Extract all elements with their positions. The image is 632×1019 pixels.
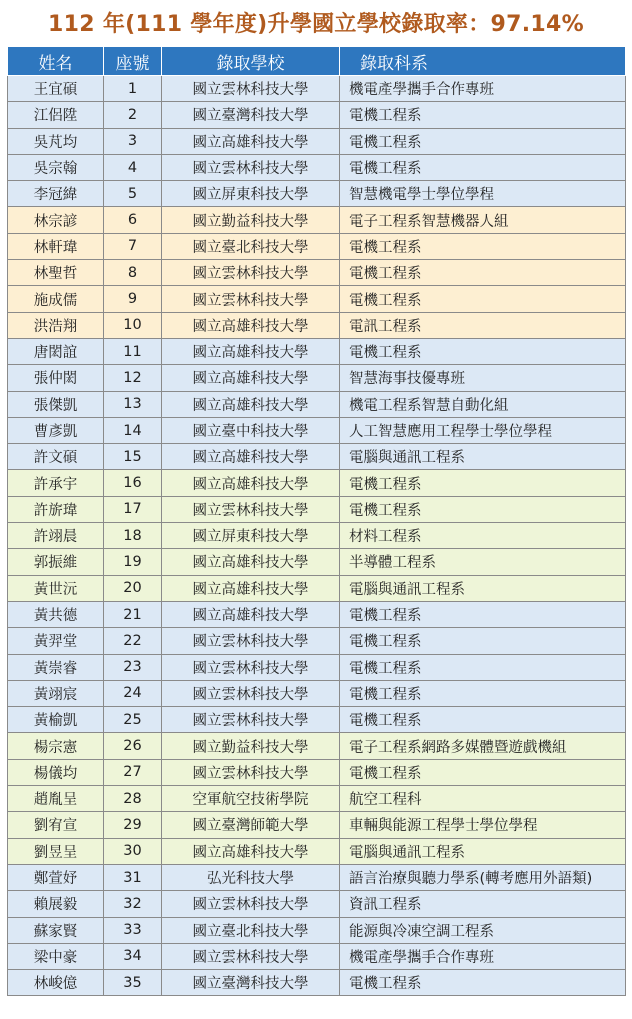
- cell-department: 智慧海事技優專班: [340, 365, 626, 391]
- cell-school: 國立高雄科技大學: [162, 312, 340, 338]
- cell-name: 唐閎誼: [8, 338, 104, 364]
- cell-seat: 25: [104, 707, 162, 733]
- cell-school: 國立屏東科技大學: [162, 523, 340, 549]
- table-row: [8, 917, 626, 943]
- cell-school: 國立勤益科技大學: [162, 733, 340, 759]
- cell-department: 電機工程系: [340, 102, 626, 128]
- cell-school: 國立高雄科技大學: [162, 470, 340, 496]
- cell-seat: 31: [104, 864, 162, 890]
- cell-seat: 17: [104, 496, 162, 522]
- cell-seat: 28: [104, 786, 162, 812]
- cell-seat: 24: [104, 680, 162, 706]
- cell-seat: 29: [104, 812, 162, 838]
- cell-seat: 30: [104, 838, 162, 864]
- cell-seat: 23: [104, 654, 162, 680]
- cell-name: 林峻億: [8, 970, 104, 996]
- cell-seat: 26: [104, 733, 162, 759]
- cell-school: 國立高雄科技大學: [162, 444, 340, 470]
- table-row: [8, 286, 626, 312]
- cell-department: 半導體工程系: [340, 549, 626, 575]
- cell-school: 國立雲林科技大學: [162, 260, 340, 286]
- cell-school: 國立高雄科技大學: [162, 128, 340, 154]
- cell-seat: 3: [104, 128, 162, 154]
- cell-name: 張傑凱: [8, 391, 104, 417]
- cell-name: 鄭萱妤: [8, 864, 104, 890]
- cell-name: 吳芃均: [8, 128, 104, 154]
- cell-name: 趙胤呈: [8, 786, 104, 812]
- table-row: [8, 154, 626, 180]
- cell-name: 黃共德: [8, 601, 104, 627]
- cell-name: 林軒瑋: [8, 233, 104, 259]
- table-row: [8, 391, 626, 417]
- cell-seat: 8: [104, 260, 162, 286]
- cell-school: 國立高雄科技大學: [162, 549, 340, 575]
- cell-name: 林聖哲: [8, 260, 104, 286]
- cell-department: 電機工程系: [340, 759, 626, 785]
- cell-name: 張仲閎: [8, 365, 104, 391]
- cell-name: 黃羿堂: [8, 628, 104, 654]
- cell-school: 國立屏東科技大學: [162, 181, 340, 207]
- cell-seat: 15: [104, 444, 162, 470]
- cell-seat: 4: [104, 154, 162, 180]
- cell-seat: 13: [104, 391, 162, 417]
- cell-department: 電機工程系: [340, 654, 626, 680]
- cell-seat: 9: [104, 286, 162, 312]
- cell-department: 電機工程系: [340, 628, 626, 654]
- cell-name: 賴展毅: [8, 891, 104, 917]
- cell-name: 梁中豪: [8, 943, 104, 969]
- cell-school: 國立雲林科技大學: [162, 707, 340, 733]
- table-row: [8, 128, 626, 154]
- cell-department: 機電產學攜手合作專班: [340, 76, 626, 102]
- table-row: [8, 838, 626, 864]
- cell-school: 國立高雄科技大學: [162, 601, 340, 627]
- column-header-seat: 座號: [104, 47, 162, 76]
- cell-school: 國立高雄科技大學: [162, 365, 340, 391]
- cell-name: 黃崇睿: [8, 654, 104, 680]
- column-header-name: 姓名: [8, 47, 104, 76]
- table-header-row: [8, 47, 626, 76]
- table-row: [8, 444, 626, 470]
- cell-department: 電機工程系: [340, 496, 626, 522]
- cell-department: 智慧機電學士學位學程: [340, 181, 626, 207]
- table-row: [8, 338, 626, 364]
- cell-seat: 12: [104, 365, 162, 391]
- table-row: [8, 523, 626, 549]
- cell-school: 國立臺灣師範大學: [162, 812, 340, 838]
- cell-name: 王宜碩: [8, 76, 104, 102]
- cell-seat: 35: [104, 970, 162, 996]
- cell-name: 黃榆凱: [8, 707, 104, 733]
- cell-seat: 1: [104, 76, 162, 102]
- table-body: [8, 76, 626, 996]
- cell-department: 電機工程系: [340, 601, 626, 627]
- admission-table: [7, 46, 626, 996]
- cell-department: 機電工程系智慧自動化組: [340, 391, 626, 417]
- cell-name: 洪浩翔: [8, 312, 104, 338]
- cell-seat: 6: [104, 207, 162, 233]
- cell-seat: 22: [104, 628, 162, 654]
- column-header-school: 錄取學校: [162, 47, 340, 76]
- cell-department: 電訊工程系: [340, 312, 626, 338]
- table-row: [8, 943, 626, 969]
- table-row: [8, 260, 626, 286]
- cell-school: 國立雲林科技大學: [162, 680, 340, 706]
- cell-name: 林宗諺: [8, 207, 104, 233]
- table-row: [8, 575, 626, 601]
- cell-department: 材料工程系: [340, 523, 626, 549]
- table-row: [8, 470, 626, 496]
- cell-department: 電機工程系: [340, 970, 626, 996]
- table-row: [8, 628, 626, 654]
- cell-department: 人工智慧應用工程學士學位學程: [340, 417, 626, 443]
- table-row: [8, 417, 626, 443]
- cell-name: 許承宇: [8, 470, 104, 496]
- table-row: [8, 102, 626, 128]
- cell-school: 國立雲林科技大學: [162, 286, 340, 312]
- cell-school: 國立雲林科技大學: [162, 943, 340, 969]
- cell-school: 國立高雄科技大學: [162, 575, 340, 601]
- cell-name: 施成儒: [8, 286, 104, 312]
- cell-department: 電腦與通訊工程系: [340, 575, 626, 601]
- cell-department: 電機工程系: [340, 286, 626, 312]
- column-header-department: 錄取科系: [340, 47, 626, 76]
- cell-name: 郭振維: [8, 549, 104, 575]
- cell-name: 許翊晨: [8, 523, 104, 549]
- cell-school: 國立雲林科技大學: [162, 759, 340, 785]
- cell-department: 電機工程系: [340, 338, 626, 364]
- cell-seat: 18: [104, 523, 162, 549]
- cell-school: 國立雲林科技大學: [162, 496, 340, 522]
- table-row: [8, 786, 626, 812]
- cell-school: 國立高雄科技大學: [162, 338, 340, 364]
- cell-seat: 14: [104, 417, 162, 443]
- table-row: [8, 970, 626, 996]
- cell-department: 電機工程系: [340, 707, 626, 733]
- table-row: [8, 207, 626, 233]
- cell-name: 黃世沅: [8, 575, 104, 601]
- cell-seat: 7: [104, 233, 162, 259]
- cell-department: 電子工程系網路多媒體暨遊戲機組: [340, 733, 626, 759]
- cell-school: 國立勤益科技大學: [162, 207, 340, 233]
- cell-name: 黃翊宸: [8, 680, 104, 706]
- cell-name: 劉昱呈: [8, 838, 104, 864]
- cell-seat: 19: [104, 549, 162, 575]
- cell-department: 電機工程系: [340, 233, 626, 259]
- cell-department: 電機工程系: [340, 470, 626, 496]
- cell-department: 電腦與通訊工程系: [340, 444, 626, 470]
- table-row: [8, 549, 626, 575]
- cell-department: 語言治療與聽力學系(轉考應用外語類): [340, 864, 626, 890]
- cell-school: 國立臺北科技大學: [162, 233, 340, 259]
- cell-department: 電腦與通訊工程系: [340, 838, 626, 864]
- cell-school: 國立臺中科技大學: [162, 417, 340, 443]
- cell-name: 劉宥宣: [8, 812, 104, 838]
- cell-name: 曹彥凱: [8, 417, 104, 443]
- cell-school: 弘光科技大學: [162, 864, 340, 890]
- cell-seat: 34: [104, 943, 162, 969]
- table-row: [8, 76, 626, 102]
- cell-seat: 5: [104, 181, 162, 207]
- cell-seat: 32: [104, 891, 162, 917]
- cell-name: 李冠緯: [8, 181, 104, 207]
- cell-department: 航空工程科: [340, 786, 626, 812]
- table-row: [8, 680, 626, 706]
- table-row: [8, 181, 626, 207]
- cell-seat: 16: [104, 470, 162, 496]
- cell-school: 國立雲林科技大學: [162, 891, 340, 917]
- cell-school: 國立雲林科技大學: [162, 628, 340, 654]
- cell-school: 國立臺北科技大學: [162, 917, 340, 943]
- table-row: [8, 812, 626, 838]
- cell-department: 車輛與能源工程學士學位學程: [340, 812, 626, 838]
- cell-name: 許旂瑋: [8, 496, 104, 522]
- cell-department: 電機工程系: [340, 680, 626, 706]
- cell-name: 江侶陞: [8, 102, 104, 128]
- cell-seat: 27: [104, 759, 162, 785]
- cell-seat: 21: [104, 601, 162, 627]
- cell-department: 能源與冷凍空調工程系: [340, 917, 626, 943]
- table-row: [8, 759, 626, 785]
- table-row: [8, 601, 626, 627]
- cell-name: 蘇家賢: [8, 917, 104, 943]
- cell-name: 許文碩: [8, 444, 104, 470]
- cell-school: 國立雲林科技大學: [162, 76, 340, 102]
- table-row: [8, 733, 626, 759]
- table-row: [8, 654, 626, 680]
- cell-name: 楊宗憲: [8, 733, 104, 759]
- cell-seat: 11: [104, 338, 162, 364]
- cell-seat: 2: [104, 102, 162, 128]
- cell-school: 國立雲林科技大學: [162, 654, 340, 680]
- table-row: [8, 365, 626, 391]
- cell-name: 楊儀均: [8, 759, 104, 785]
- cell-seat: 20: [104, 575, 162, 601]
- cell-school: 空軍航空技術學院: [162, 786, 340, 812]
- cell-department: 機電產學攜手合作專班: [340, 943, 626, 969]
- cell-school: 國立高雄科技大學: [162, 391, 340, 417]
- cell-school: 國立雲林科技大學: [162, 154, 340, 180]
- table-row: [8, 891, 626, 917]
- cell-seat: 10: [104, 312, 162, 338]
- table-row: [8, 233, 626, 259]
- cell-school: 國立高雄科技大學: [162, 838, 340, 864]
- cell-seat: 33: [104, 917, 162, 943]
- table-row: [8, 864, 626, 890]
- cell-department: 電子工程系智慧機器人組: [340, 207, 626, 233]
- table-row: [8, 312, 626, 338]
- cell-department: 資訊工程系: [340, 891, 626, 917]
- cell-name: 吳宗翰: [8, 154, 104, 180]
- cell-department: 電機工程系: [340, 260, 626, 286]
- table-row: [8, 707, 626, 733]
- table-row: [8, 496, 626, 522]
- cell-school: 國立臺灣科技大學: [162, 970, 340, 996]
- cell-department: 電機工程系: [340, 154, 626, 180]
- cell-school: 國立臺灣科技大學: [162, 102, 340, 128]
- page-title: 112 年(111 學年度)升學國立學校錄取率：97.14%: [48, 11, 584, 37]
- cell-department: 電機工程系: [340, 128, 626, 154]
